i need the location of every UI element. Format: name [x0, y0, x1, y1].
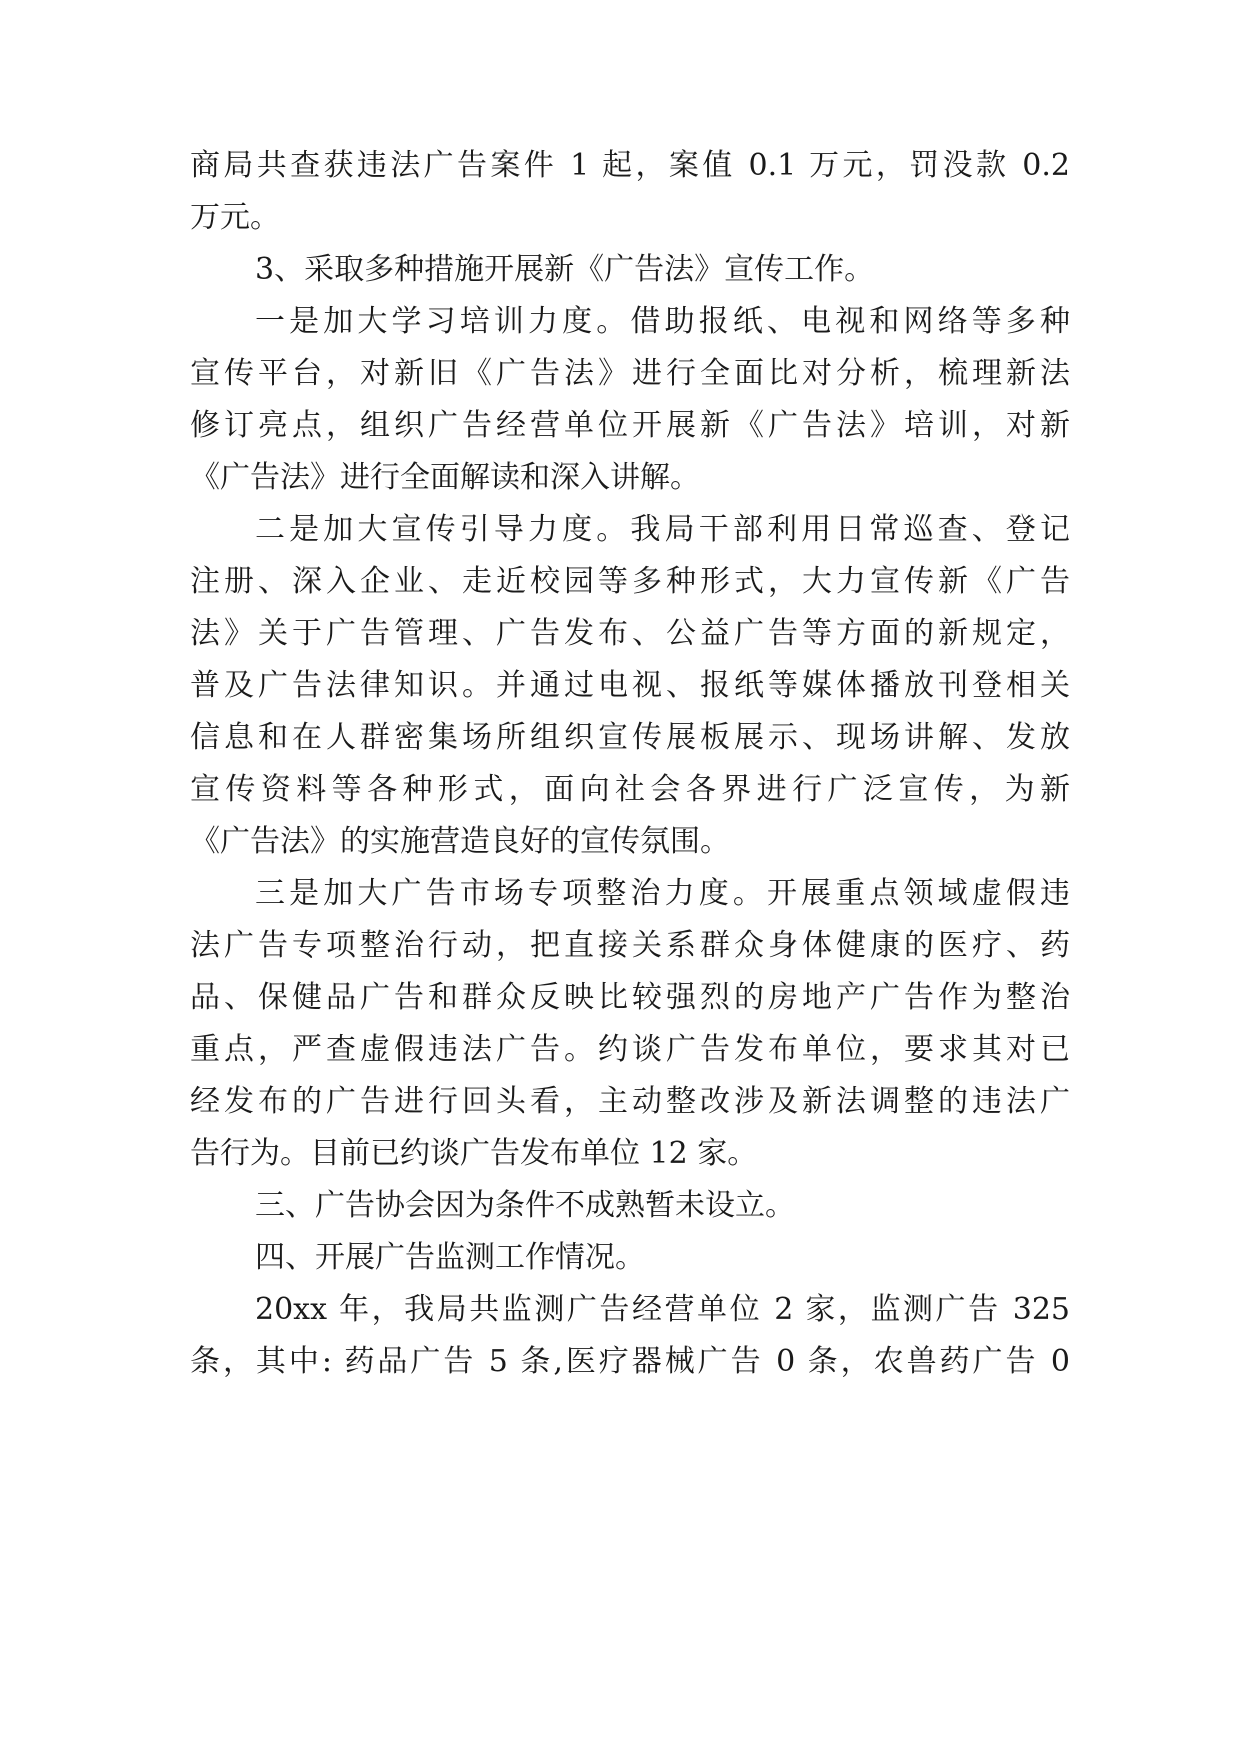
- text-line: 法广告专项整治行动，把直接关系群众身体健康的医疗、药: [190, 928, 1070, 963]
- text-line: 《广告法》进行全面解读和深入讲解。: [190, 460, 700, 495]
- text-line: 重点，严查虚假违法广告。约谈广告发布单位，要求其对已: [190, 1032, 1070, 1067]
- text-line: 一是加大学习培训力度。借助报纸、电视和网络等多种: [255, 304, 1070, 339]
- text-line: 《广告法》的实施营造良好的宣传氛围。: [190, 824, 730, 859]
- text-line: 三是加大广告市场专项整治力度。开展重点领域虚假违: [255, 876, 1070, 911]
- text-line: 二是加大宣传引导力度。我局干部利用日常巡查、登记: [255, 512, 1070, 547]
- section-heading: 四、开展广告监测工作情况。: [255, 1240, 645, 1275]
- text-line: 商局共查获违法广告案件 1 起，案值 0.1 万元，罚没款 0.2: [190, 148, 1070, 183]
- section-heading: 三、广告协会因为条件不成熟暂未设立。: [255, 1188, 795, 1223]
- text-line: 普及广告法律知识。并通过电视、报纸等媒体播放刊登相关: [190, 668, 1070, 703]
- text-line: 万元。: [190, 200, 280, 235]
- text-line: 品、保健品广告和群众反映比较强烈的房地产广告作为整治: [190, 980, 1070, 1015]
- text-line: 法》关于广告管理、广告发布、公益广告等方面的新规定，: [190, 616, 1070, 651]
- text-line: 宣传平台，对新旧《广告法》进行全面比对分析，梳理新法: [190, 356, 1070, 391]
- text-line: 注册、深入企业、走近校园等多种形式，大力宣传新《广告: [190, 564, 1070, 599]
- text-line: 告行为。目前已约谈广告发布单位 12 家。: [190, 1136, 758, 1171]
- text-line: 经发布的广告进行回头看，主动整改涉及新法调整的违法广: [190, 1084, 1070, 1119]
- text-line: 信息和在人群密集场所组织宣传展板展示、现场讲解、发放: [190, 720, 1070, 755]
- text-line: 20xx 年，我局共监测广告经营单位 2 家，监测广告 325: [255, 1292, 1070, 1327]
- text-line: 条，其中: 药品广告 5 条,医疗器械广告 0 条，农兽药广告 0: [190, 1344, 1070, 1379]
- text-line: 宣传资料等各种形式，面向社会各界进行广泛宣传，为新: [190, 772, 1070, 807]
- section-heading: 3、采取多种措施开展新《广告法》宣传工作。: [255, 252, 875, 287]
- text-line: 修订亮点，组织广告经营单位开展新《广告法》培训，对新: [190, 408, 1070, 443]
